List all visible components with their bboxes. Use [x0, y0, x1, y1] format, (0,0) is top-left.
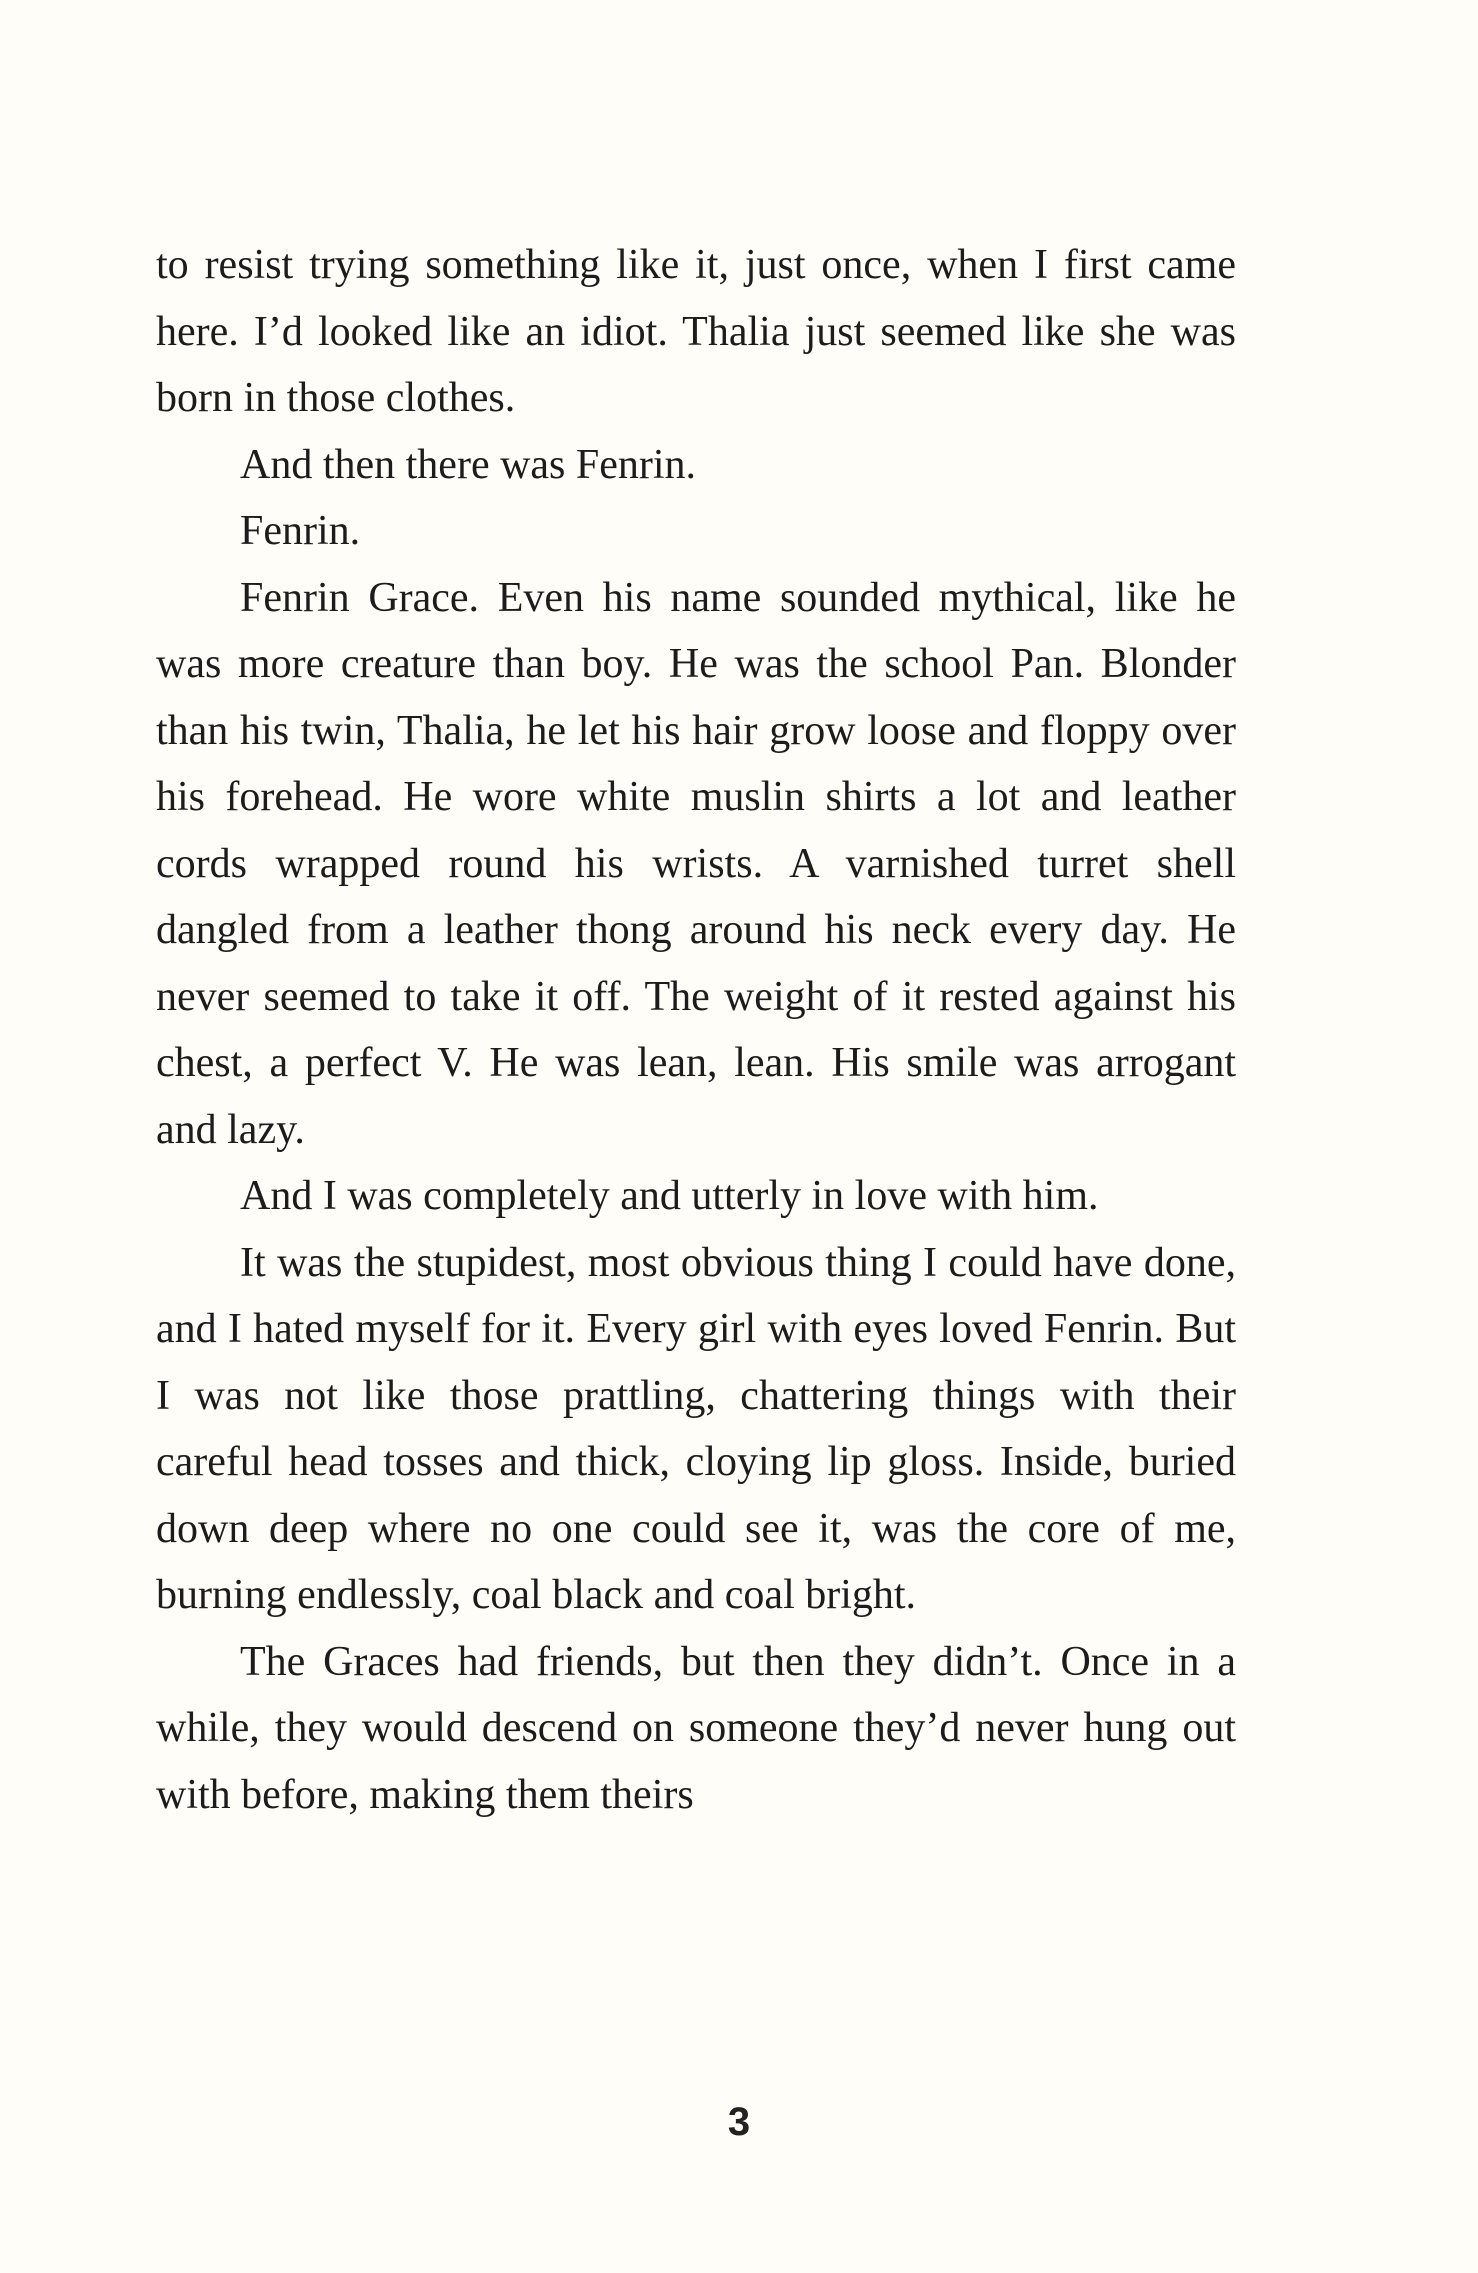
body-text [156, 232, 1236, 1828]
paragraph-continued: to resist trying something like it, just once, when I first came here. I’d looked like an idiot. Thalia just seemed like she was born in those clothes. [156, 242, 1236, 421]
paragraph: And I was completely and utterly in love with him. [240, 1173, 1099, 1219]
page-number: 3 [727, 2100, 751, 2144]
paragraph: It was the stupidest, most obvious thing I could have done, and I hated myself for it. Every girl with eyes loved Fenrin. But I was not like those prattling, chattering things with their careful head tosses and thick, cloying lip gloss. Inside, buried down deep where no one could see it, was the core of me, burning endlessly, coal black and coal bright. [156, 1239, 1236, 1618]
paragraph: The Graces had friends, but then they didn’t. Once in a while, they would descend on someone they’d never hung out with before, making them theirs [156, 1638, 1236, 1818]
paragraph: And then there was Fenrin. [240, 441, 697, 488]
paragraph: Fenrin Grace. Even his name sounded mythical, like he was more creature than boy. He was the school Pan. Blonder than his twin, Thalia, he let his hair grow loose and floppy over his forehead. He wore white muslin shirts a lot and leather cords wrapped round his wrists. A varnished turret shell dangled from a leather thong around his neck every day. He never seemed to take it off. The weight of it rested against his chest, a perfect V. He was lean, lean. His smile was arrogant and lazy. [156, 574, 1236, 1153]
paragraph: Fenrin. [240, 508, 361, 554]
